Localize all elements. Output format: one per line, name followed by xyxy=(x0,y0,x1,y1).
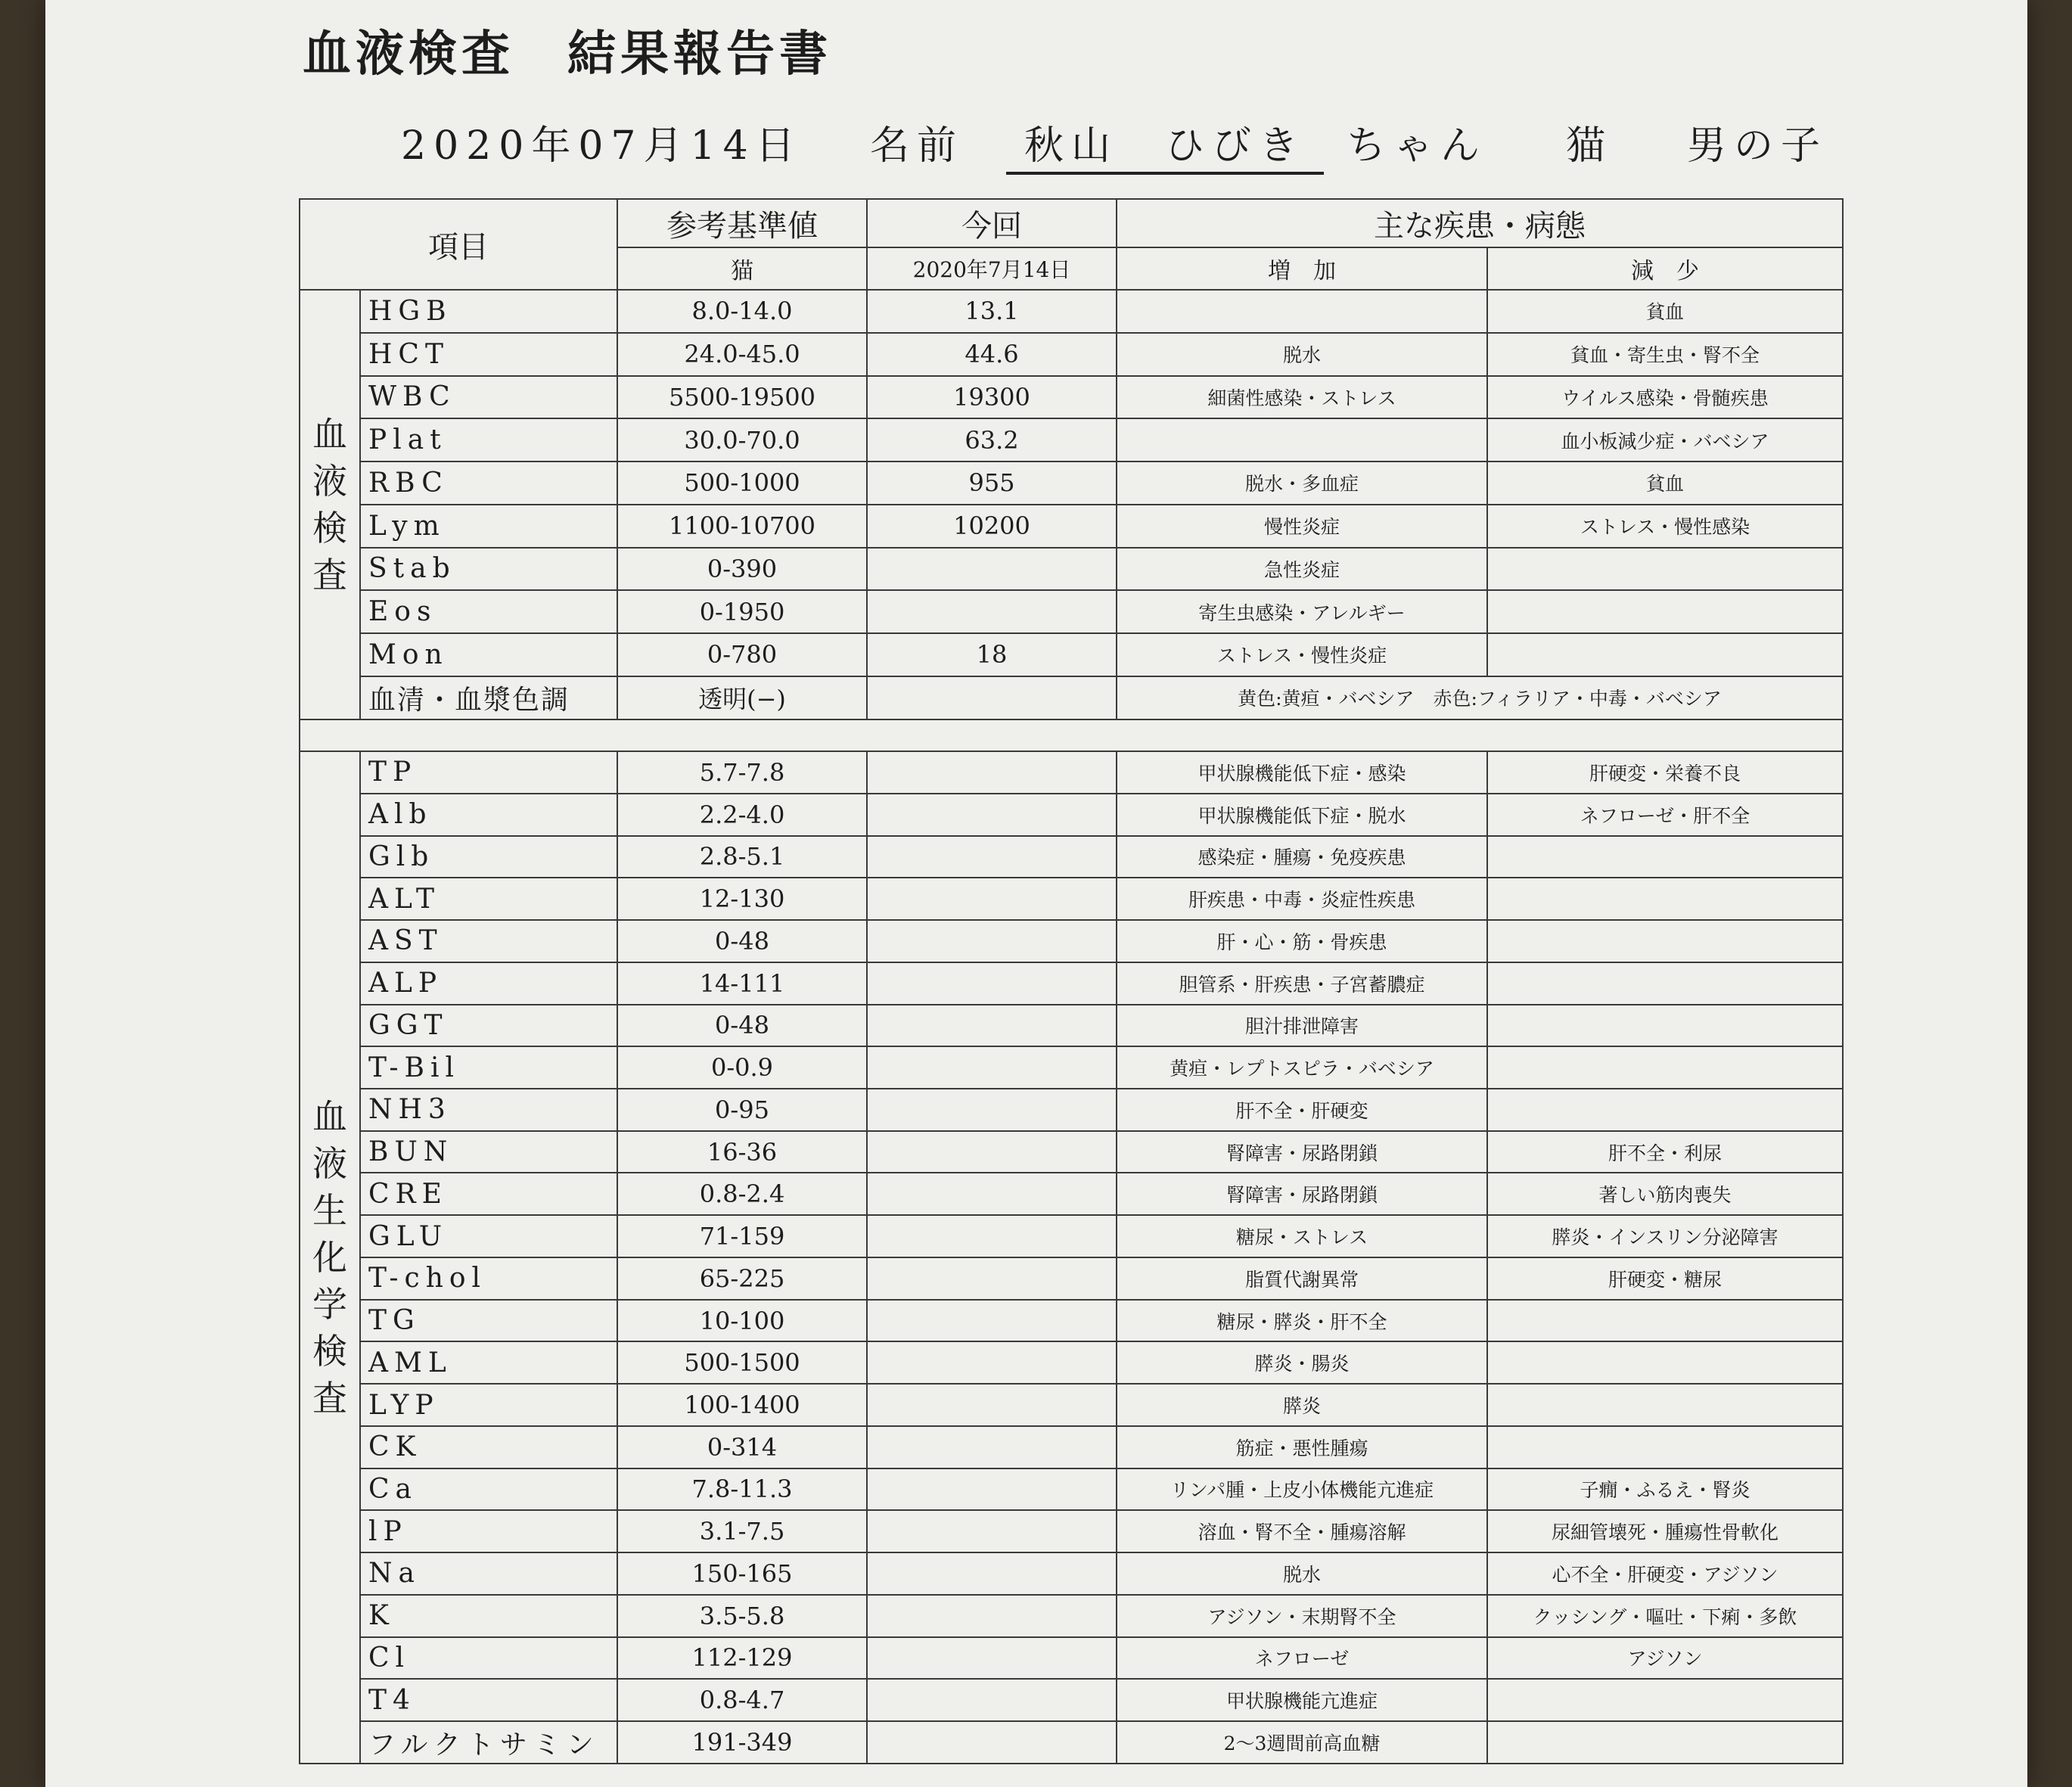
reference-value: 0-314 xyxy=(617,1426,867,1468)
reference-value: 0-0.9 xyxy=(617,1046,867,1089)
table-row xyxy=(300,1005,1843,1047)
item-name: Glb xyxy=(360,836,617,878)
patient-info xyxy=(401,113,1982,174)
item-name: GGT xyxy=(360,1005,617,1047)
increase-causes: 膵炎 xyxy=(1117,1384,1487,1426)
current-value: 44.6 xyxy=(867,333,1117,376)
reference-value: 8.0-14.0 xyxy=(617,290,867,333)
reference-value: 0-48 xyxy=(617,1005,867,1047)
current-value xyxy=(867,878,1117,920)
current-value xyxy=(867,1426,1117,1468)
table-row xyxy=(300,1426,1843,1468)
item-name: T4 xyxy=(360,1679,617,1721)
table-row xyxy=(300,1384,1843,1426)
current-value xyxy=(867,1215,1117,1257)
item-name: Lym xyxy=(360,505,617,548)
current-value: 955 xyxy=(867,462,1117,505)
reference-value: 112-129 xyxy=(617,1637,867,1680)
decrease-causes xyxy=(1487,633,1843,676)
decrease-causes: 著しい筋肉喪失 xyxy=(1487,1173,1843,1215)
header-decrease: 減 少 xyxy=(1487,247,1843,290)
increase-causes: 黄疸・レプトスピラ・バベシア xyxy=(1117,1046,1487,1089)
increase-causes: 腎障害・尿路閉鎖 xyxy=(1117,1173,1487,1215)
current-value: 19300 xyxy=(867,376,1117,419)
reference-value: 2.8-5.1 xyxy=(617,836,867,878)
item-name: Stab xyxy=(360,548,617,591)
reference-value: 100-1400 xyxy=(617,1384,867,1426)
increase-causes: 甲状腺機能亢進症 xyxy=(1117,1679,1487,1721)
item-name: フルクトサミン xyxy=(360,1721,617,1764)
report-paper xyxy=(45,0,2027,1787)
item-name: AML xyxy=(360,1341,617,1384)
current-value xyxy=(867,1046,1117,1089)
current-value xyxy=(867,1679,1117,1721)
table-row xyxy=(300,836,1843,878)
increase-causes: 胆汁排泄障害 xyxy=(1117,1005,1487,1047)
table-row xyxy=(300,1089,1843,1131)
table-row xyxy=(300,1173,1843,1215)
item-name: TG xyxy=(360,1300,617,1342)
table-row xyxy=(300,1341,1843,1384)
decrease-causes: クッシング・嘔吐・下痢・多飲 xyxy=(1487,1595,1843,1637)
table-row xyxy=(300,1468,1843,1511)
table-row xyxy=(300,633,1843,676)
increase-causes: 胆管系・肝疾患・子宮蓄膿症 xyxy=(1117,962,1487,1005)
decrease-causes xyxy=(1487,836,1843,878)
name-label: 名前 xyxy=(870,123,965,169)
reference-value: 5.7-7.8 xyxy=(617,751,867,794)
decrease-causes xyxy=(1487,920,1843,962)
current-value xyxy=(867,1552,1117,1595)
reference-value: 12-130 xyxy=(617,878,867,920)
decrease-causes xyxy=(1487,548,1843,591)
decrease-causes xyxy=(1487,962,1843,1005)
increase-causes: 肝・心・筋・骨疾患 xyxy=(1117,920,1487,962)
current-value xyxy=(867,590,1117,633)
reference-value: 0-1950 xyxy=(617,590,867,633)
table-row xyxy=(300,1637,1843,1680)
increase-causes: 糖尿・膵炎・肝不全 xyxy=(1117,1300,1487,1342)
reference-value: 0-48 xyxy=(617,920,867,962)
current-value: 18 xyxy=(867,633,1117,676)
current-value xyxy=(867,1005,1117,1047)
patient-name: 秋山 ひびき xyxy=(1006,113,1324,175)
item-name: CK xyxy=(360,1426,617,1468)
report-title xyxy=(303,15,832,85)
serum-item: 血清・血漿色調 xyxy=(360,676,617,719)
table-row xyxy=(300,290,1843,333)
item-name: HCT xyxy=(360,333,617,376)
item-name: Na xyxy=(360,1552,617,1595)
current-value xyxy=(867,1257,1117,1300)
current-value xyxy=(867,1341,1117,1384)
decrease-causes: 肝硬変・栄養不良 xyxy=(1487,751,1843,794)
table-row xyxy=(300,920,1843,962)
decrease-causes: 貧血 xyxy=(1487,290,1843,333)
item-name: Plat xyxy=(360,418,617,462)
item-name: HGB xyxy=(360,290,617,333)
table-row xyxy=(300,1679,1843,1721)
current-value xyxy=(867,548,1117,591)
results-table xyxy=(299,198,1844,1764)
current-value xyxy=(867,794,1117,836)
item-name: TP xyxy=(360,751,617,794)
hematology-section xyxy=(300,290,1843,719)
table-row xyxy=(300,1300,1843,1342)
decrease-causes: 膵炎・インスリン分泌障害 xyxy=(1487,1215,1843,1257)
current-value xyxy=(867,1721,1117,1764)
report-date: 2020年07月14日 xyxy=(401,123,803,169)
increase-causes: ネフローゼ xyxy=(1117,1637,1487,1680)
increase-causes: 脱水 xyxy=(1117,333,1487,376)
reference-value: 7.8-11.3 xyxy=(617,1468,867,1511)
current-value xyxy=(867,962,1117,1005)
item-name: Ca xyxy=(360,1468,617,1511)
current-value xyxy=(867,920,1117,962)
current-value: 13.1 xyxy=(867,290,1117,333)
decrease-causes xyxy=(1487,1005,1843,1047)
reference-value: 3.5-5.8 xyxy=(617,1595,867,1637)
increase-causes: 腎障害・尿路閉鎖 xyxy=(1117,1131,1487,1173)
decrease-causes xyxy=(1487,1384,1843,1426)
current-value xyxy=(867,1173,1117,1215)
increase-causes: 肝不全・肝硬変 xyxy=(1117,1089,1487,1131)
increase-causes: 甲状腺機能低下症・感染 xyxy=(1117,751,1487,794)
decrease-causes: ウイルス感染・骨髄疾患 xyxy=(1487,376,1843,419)
reference-value: 500-1000 xyxy=(617,462,867,505)
item-name: T-chol xyxy=(360,1257,617,1300)
serum-current xyxy=(867,676,1117,719)
item-name: AST xyxy=(360,920,617,962)
decrease-causes: 心不全・肝硬変・アジソン xyxy=(1487,1552,1843,1595)
increase-causes: 感染症・腫瘍・免疫疾患 xyxy=(1117,836,1487,878)
decrease-causes xyxy=(1487,1679,1843,1721)
species: 猫 xyxy=(1566,123,1614,169)
serum-ref: 透明(−) xyxy=(617,676,867,719)
table-row xyxy=(300,1131,1843,1173)
item-name: lP xyxy=(360,1510,617,1552)
reference-value: 0.8-2.4 xyxy=(617,1173,867,1215)
reference-value: 5500-19500 xyxy=(617,376,867,419)
increase-causes: アジソン・末期腎不全 xyxy=(1117,1595,1487,1637)
serum-note: 黄色:黄疸・バベシア 赤色:フィラリア・中毒・バベシア xyxy=(1117,676,1843,719)
reference-value: 71-159 xyxy=(617,1215,867,1257)
decrease-causes xyxy=(1487,1089,1843,1131)
item-name: Alb xyxy=(360,794,617,836)
table-row xyxy=(300,878,1843,920)
increase-causes: 脱水・多血症 xyxy=(1117,462,1487,505)
header-diseases: 主な疾患・病態 xyxy=(1117,199,1843,247)
biochem-section xyxy=(300,751,1843,1764)
current-value xyxy=(867,1510,1117,1552)
decrease-causes: ストレス・慢性感染 xyxy=(1487,505,1843,548)
reference-value: 65-225 xyxy=(617,1257,867,1300)
reference-value: 1100-10700 xyxy=(617,505,867,548)
table-row xyxy=(300,751,1843,794)
decrease-causes xyxy=(1487,590,1843,633)
section-spacer xyxy=(300,719,1843,752)
table-row xyxy=(300,1721,1843,1764)
reference-value: 30.0-70.0 xyxy=(617,418,867,462)
reference-value: 0-390 xyxy=(617,548,867,591)
increase-causes: 細菌性感染・ストレス xyxy=(1117,376,1487,419)
biochem-section-label: 血 液 生 化 学 検 査 xyxy=(300,751,360,1764)
table-row xyxy=(300,794,1843,836)
honorific: ちゃん xyxy=(1347,123,1488,169)
decrease-causes xyxy=(1487,1721,1843,1764)
item-name: BUN xyxy=(360,1131,617,1173)
item-name: Mon xyxy=(360,633,617,676)
current-value xyxy=(867,751,1117,794)
increase-causes: ストレス・慢性炎症 xyxy=(1117,633,1487,676)
item-name: RBC xyxy=(360,462,617,505)
table-row xyxy=(300,505,1843,548)
current-value: 10200 xyxy=(867,505,1117,548)
header-reference: 参考基準値 xyxy=(617,199,867,247)
reference-value: 150-165 xyxy=(617,1552,867,1595)
reference-value: 3.1-7.5 xyxy=(617,1510,867,1552)
decrease-causes: 貧血・寄生虫・腎不全 xyxy=(1487,333,1843,376)
serum-row xyxy=(300,676,1843,719)
item-name: NH3 xyxy=(360,1089,617,1131)
table-row xyxy=(300,1510,1843,1552)
increase-causes: 2〜3週間前高血糖 xyxy=(1117,1721,1487,1764)
serum-section xyxy=(300,719,1843,752)
current-value xyxy=(867,1131,1117,1173)
table-row xyxy=(300,590,1843,633)
increase-causes: 慢性炎症 xyxy=(1117,505,1487,548)
current-value xyxy=(867,836,1117,878)
current-value xyxy=(867,1384,1117,1426)
header-row-1 xyxy=(300,199,1843,247)
reference-value: 2.2-4.0 xyxy=(617,794,867,836)
increase-causes xyxy=(1117,418,1487,462)
increase-causes: 急性炎症 xyxy=(1117,548,1487,591)
sex: 男の子 xyxy=(1687,123,1828,169)
current-value xyxy=(867,1468,1117,1511)
reference-value: 0-95 xyxy=(617,1089,867,1131)
item-name: GLU xyxy=(360,1215,617,1257)
increase-causes: 筋症・悪性腫瘍 xyxy=(1117,1426,1487,1468)
title-part1: 血液検査 xyxy=(303,26,514,82)
reference-value: 10-100 xyxy=(617,1300,867,1342)
item-name: CRE xyxy=(360,1173,617,1215)
current-value: 63.2 xyxy=(867,418,1117,462)
item-name: K xyxy=(360,1595,617,1637)
increase-causes: リンパ腫・上皮小体機能亢進症 xyxy=(1117,1468,1487,1511)
current-value xyxy=(867,1637,1117,1680)
reference-value: 500-1500 xyxy=(617,1341,867,1384)
item-name: WBC xyxy=(360,376,617,419)
table-row xyxy=(300,962,1843,1005)
reference-value: 24.0-45.0 xyxy=(617,333,867,376)
header-current: 今回 xyxy=(867,199,1117,247)
decrease-causes: 肝不全・利尿 xyxy=(1487,1131,1843,1173)
current-value xyxy=(867,1300,1117,1342)
reference-value: 0-780 xyxy=(617,633,867,676)
item-name: LYP xyxy=(360,1384,617,1426)
header-increase: 増 加 xyxy=(1117,247,1487,290)
decrease-causes: 肝硬変・糖尿 xyxy=(1487,1257,1843,1300)
increase-causes: 糖尿・ストレス xyxy=(1117,1215,1487,1257)
item-name: Eos xyxy=(360,590,617,633)
decrease-causes: ネフローゼ・肝不全 xyxy=(1487,794,1843,836)
decrease-causes xyxy=(1487,1341,1843,1384)
table-row xyxy=(300,1046,1843,1089)
decrease-causes xyxy=(1487,1426,1843,1468)
header-reference-species: 猫 xyxy=(617,247,867,290)
table-row xyxy=(300,462,1843,505)
table-row xyxy=(300,333,1843,376)
current-value xyxy=(867,1089,1117,1131)
decrease-causes: 貧血 xyxy=(1487,462,1843,505)
title-part2: 結果報告書 xyxy=(567,26,832,82)
reference-value: 14-111 xyxy=(617,962,867,1005)
table-row xyxy=(300,548,1843,591)
table-row xyxy=(300,1215,1843,1257)
table-row xyxy=(300,418,1843,462)
item-name: T-Bil xyxy=(360,1046,617,1089)
header-item: 項目 xyxy=(300,199,617,290)
header-current-date: 2020年7月14日 xyxy=(867,247,1117,290)
table-row xyxy=(300,1257,1843,1300)
item-name: Cl xyxy=(360,1637,617,1680)
increase-causes: 肝疾患・中毒・炎症性疾患 xyxy=(1117,878,1487,920)
table-row xyxy=(300,1595,1843,1637)
table-row xyxy=(300,376,1843,419)
decrease-causes xyxy=(1487,878,1843,920)
reference-value: 16-36 xyxy=(617,1131,867,1173)
increase-causes: 膵炎・腸炎 xyxy=(1117,1341,1487,1384)
increase-causes xyxy=(1117,290,1487,333)
decrease-causes: 子癇・ふるえ・腎炎 xyxy=(1487,1468,1843,1511)
increase-causes: 溶血・腎不全・腫瘍溶解 xyxy=(1117,1510,1487,1552)
increase-causes: 脂質代謝異常 xyxy=(1117,1257,1487,1300)
decrease-causes xyxy=(1487,1300,1843,1342)
increase-causes: 寄生虫感染・アレルギー xyxy=(1117,590,1487,633)
decrease-causes: 尿細管壊死・腫瘍性骨軟化 xyxy=(1487,1510,1843,1552)
table-row xyxy=(300,1552,1843,1595)
item-name: ALP xyxy=(360,962,617,1005)
increase-causes: 脱水 xyxy=(1117,1552,1487,1595)
current-value xyxy=(867,1595,1117,1637)
reference-value: 0.8-4.7 xyxy=(617,1679,867,1721)
item-name: ALT xyxy=(360,878,617,920)
reference-value: 191-349 xyxy=(617,1721,867,1764)
decrease-causes: 血小板減少症・バベシア xyxy=(1487,418,1843,462)
decrease-causes xyxy=(1487,1046,1843,1089)
decrease-causes: アジソン xyxy=(1487,1637,1843,1680)
increase-causes: 甲状腺機能低下症・脱水 xyxy=(1117,794,1487,836)
hematology-section-label: 血 液 検 査 xyxy=(300,290,360,719)
